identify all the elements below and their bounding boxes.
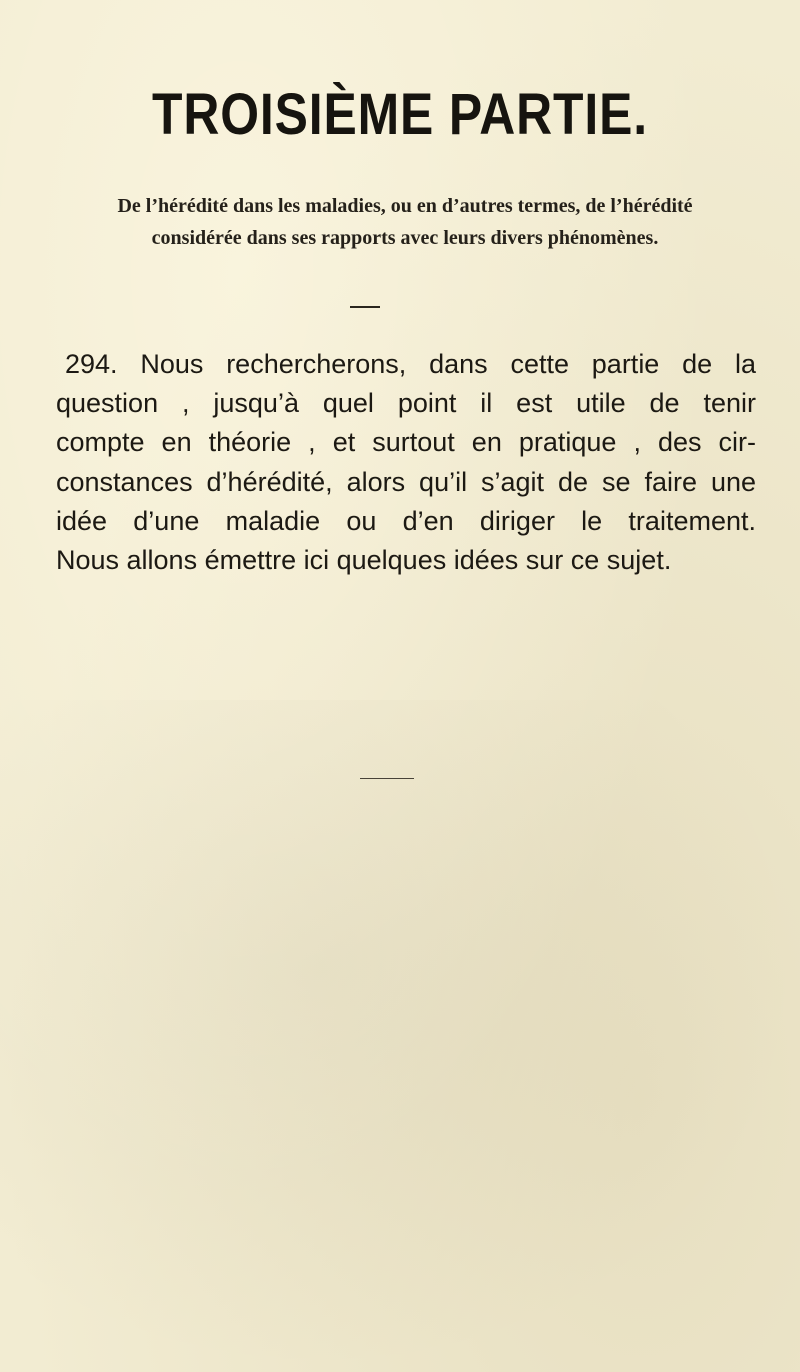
part-subtitle: [60, 190, 750, 254]
show-through-area: [0, 700, 800, 1372]
paragraph-line: compte en théorie , et surtout en pratique , des cir-: [56, 427, 756, 458]
section-divider: [350, 306, 380, 308]
subtitle-line-1: De l’hérédité dans les maladies, ou en d’autres termes, de l’hérédité: [117, 195, 693, 217]
subtitle-line-2: considérée dans ses rapports avec leurs divers phénomènes.: [151, 227, 659, 249]
paragraph-line: constances d’hérédité, alors qu’il s’agit de se faire une: [56, 466, 756, 497]
paragraph-294: [56, 345, 756, 580]
end-divider: [360, 778, 414, 779]
paragraph-line: 294. Nous rechercherons, dans cette partie de la: [65, 349, 756, 379]
paragraph-line: Nous allons émettre ici quelques idées sur ce sujet.: [56, 545, 672, 576]
paragraph-line: question , jusqu’à quel point il est utile de tenir: [56, 388, 756, 419]
paragraph-line: idée d’une maladie ou d’en diriger le traitement.: [56, 505, 756, 536]
part-title: TROISIÈME PARTIE.: [152, 82, 648, 147]
